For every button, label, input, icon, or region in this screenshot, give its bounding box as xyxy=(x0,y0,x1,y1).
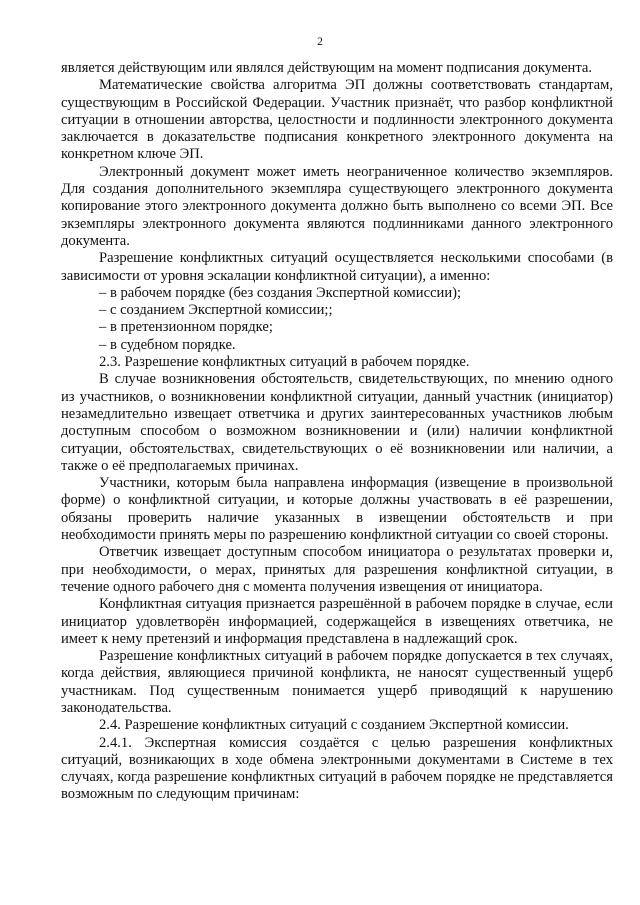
paragraph: Математические свойства алгоритма ЭП должны соответствовать стандартам, существующим в Российской Федерации. Участник признаёт, что разбор конфликтной ситуации в отношении авторства, целостности и подлинности электронного документа заключается в доказательстве подписания конкретного электронного документа на конкретном ключе ЭП. xyxy=(61,77,613,163)
paragraph: 2.4.1. Экспертная комиссия создаётся с целью разрешения конфликтных ситуаций, возникающих в ходе обмена электронными документами в Системе в тех случаях, когда разрешение конфликтных ситуаций в рабочем порядке не представляется возможным по следующим причинам: xyxy=(61,734,613,803)
paragraph: – с созданием Экспертной комиссии;; xyxy=(99,302,333,319)
paragraph: Ответчик извещает доступным способом инициатора о результатах проверки и, при необходимости, о мерах, принятых для разрешения конфликтной ситуации, в течение одного рабочего дня с момента получения извещения от инициатора. xyxy=(61,544,613,595)
paragraph: – в рабочем порядке (без создания Экспертной комиссии); xyxy=(99,284,462,301)
paragraph: – в судебном порядке. xyxy=(99,336,236,353)
page-number: 2 xyxy=(317,36,323,48)
paragraph: – в претензионном порядке; xyxy=(99,319,273,336)
paragraph: 2.3. Разрешение конфликтных ситуаций в рабочем порядке. xyxy=(99,354,470,371)
paragraph: является действующим или являлся действующим на момент подписания документа. xyxy=(61,60,593,76)
paragraph: В случае возникновения обстоятельств, свидетельствующих, по мнению одного из участников, о возникновении конфликтной ситуации, данный участник (инициатор) незамедлительно извещает ответчика и других заинтересованных участников любым доступным способом о возможном возникновении и (или) наличии конфликтной ситуации, обстоятельствах, свидетельствующих о её возникновении или наличии, а также о её предполагаемых причинах. xyxy=(61,371,613,474)
document-body xyxy=(61,60,613,804)
paragraph: Разрешение конфликтных ситуаций осуществляется несколькими способами (в зависимости от уровня эскалации конфликтной ситуации), а именно: xyxy=(61,250,613,284)
paragraph: Разрешение конфликтных ситуаций в рабочем порядке допускается в тех случаях, когда действия, являющиеся причиной конфликта, не наносят существенный ущерб участникам. Под существенным понимается ущерб приводящий к нарушению законодательства. xyxy=(61,648,613,716)
paragraph: 2.4. Разрешение конфликтных ситуаций с созданием Экспертной комиссии. xyxy=(99,717,569,734)
paragraph: Электронный документ может иметь неограниченное количество экземпляров. Для создания дополнительного экземпляра существующего электронного документа копирование этого электронного документа должно быть выполнено со всеми ЭП. Все экземпляры электронного документа являются подлинниками данного электронного документа. xyxy=(61,163,613,249)
paragraph: Конфликтная ситуация признается разрешённой в рабочем порядке в случае, если инициатор удовлетворён информацией, содержащейся в извещениях ответчика, не имеет к нему претензий и информация представлена в надлежащий срок. xyxy=(61,596,613,647)
paragraph: Участники, которым была направлена информация (извещение в произвольной форме) о конфликтной ситуации, и которые должны участвовать в её разрешении, обязаны проверить наличие указанных в извещении обстоятельств и при необходимости принять меры по разрешению конфликтной ситуации со своей стороны. xyxy=(61,475,613,544)
